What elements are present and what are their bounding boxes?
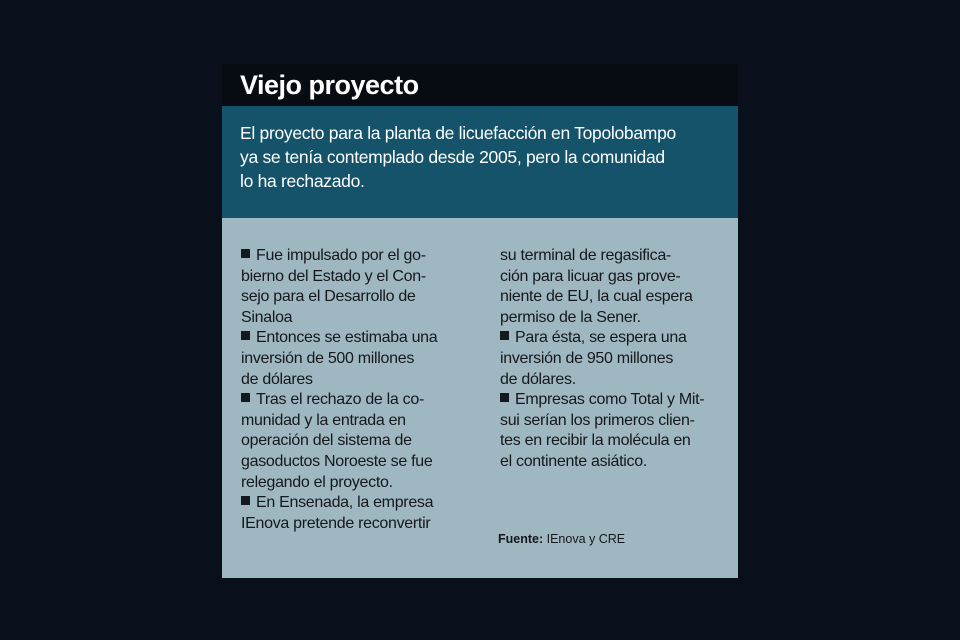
square-bullet-icon bbox=[241, 393, 250, 402]
bullet-line: su terminal de regasifica- bbox=[500, 247, 671, 264]
bullet-line: de dólares bbox=[241, 370, 313, 388]
bullet-line: ción para licuar gas prove- bbox=[500, 267, 681, 285]
right-column bbox=[500, 246, 732, 473]
bullet-line: Tras el rechazo de la co- bbox=[256, 391, 424, 409]
intro-line: ya se tenía contemplado desde 2005, pero la comunidad bbox=[240, 147, 665, 167]
bullet-line: gasoductos Noroeste se fue bbox=[241, 452, 433, 470]
intro-text bbox=[240, 121, 730, 193]
square-bullet-icon bbox=[241, 249, 250, 258]
bullet-line: bierno del Estado y el Con- bbox=[241, 267, 426, 285]
source-credit bbox=[498, 532, 625, 546]
bullet-line: munidad y la entrada en bbox=[241, 411, 406, 429]
source-label: Fuente: bbox=[498, 532, 544, 546]
bullet-item-ensenada bbox=[241, 493, 477, 534]
bullet-item-impulsado bbox=[241, 246, 477, 328]
infographic-card bbox=[222, 64, 738, 578]
square-bullet-icon bbox=[241, 331, 250, 340]
bullet-line: Sinaloa bbox=[241, 308, 293, 326]
bullet-line: Para ésta, se espera una bbox=[515, 329, 687, 347]
bullet-line: tes en recibir la molécula en bbox=[500, 432, 691, 450]
bullet-line: Entonces se estimaba una bbox=[256, 329, 438, 347]
intro-line: El proyecto para la planta de licuefacción en Topolobampo bbox=[240, 123, 676, 143]
bullet-line: permiso de la Sener. bbox=[500, 308, 641, 326]
bullet-item-empresas bbox=[500, 390, 732, 472]
bullet-line: de dólares. bbox=[500, 370, 576, 388]
bullet-line: inversión de 950 millones bbox=[500, 349, 674, 367]
bullet-item-rechazo bbox=[241, 390, 477, 493]
source-text: IEnova y CRE bbox=[546, 532, 626, 546]
left-column bbox=[241, 246, 477, 534]
bullet-line: sejo para el Desarrollo de bbox=[241, 288, 416, 306]
bullet-line: sui serían los primeros clien- bbox=[500, 411, 695, 429]
bullet-continuation bbox=[500, 246, 732, 328]
bullet-line: En Ensenada, la empresa bbox=[256, 494, 434, 512]
square-bullet-icon bbox=[500, 331, 509, 340]
bullet-line: Empresas como Total y Mit- bbox=[515, 391, 705, 409]
intro-line: lo ha rechazado. bbox=[240, 171, 365, 191]
bullet-item-inversion-950 bbox=[500, 328, 732, 390]
bullet-line: el continente asiático. bbox=[500, 452, 647, 470]
bullet-line: operación del sistema de bbox=[241, 432, 412, 450]
bullet-item-inversion-500 bbox=[241, 328, 477, 390]
card-title: Viejo proyecto bbox=[240, 70, 419, 100]
square-bullet-icon bbox=[500, 393, 509, 402]
bullet-line: niente de EU, la cual espera bbox=[500, 288, 693, 306]
title-bar bbox=[222, 64, 738, 106]
intro-band bbox=[222, 106, 738, 218]
bullet-line: Fue impulsado por el go- bbox=[256, 247, 426, 264]
bullet-line: relegando el proyecto. bbox=[241, 473, 393, 491]
bullet-line: IEnova pretende reconvertir bbox=[241, 514, 431, 532]
bullet-line: inversión de 500 millones bbox=[241, 349, 415, 367]
square-bullet-icon bbox=[241, 496, 250, 505]
